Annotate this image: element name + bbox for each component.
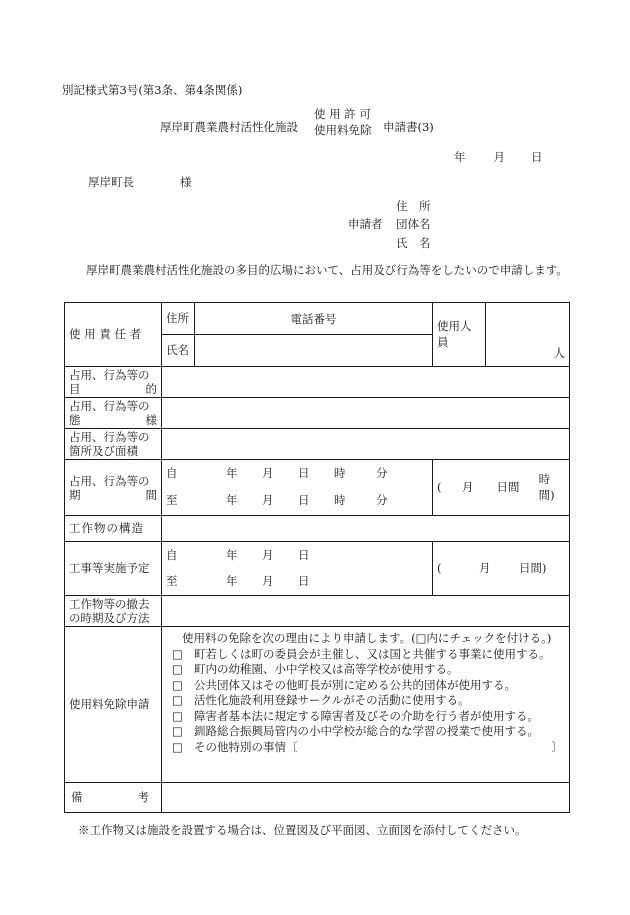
- users-unit: 人: [553, 346, 565, 361]
- intro-text: 厚岸町農業農村活性化施設の多目的広場において、占用及び行為等をしたいので申請します。: [86, 263, 568, 277]
- exemption-intro: 使用料の免除を次の理由により申請します。(□内にチェックを付ける。): [182, 631, 552, 645]
- applicant-group-label: 団体名: [396, 217, 431, 231]
- attachment-footnote: ※工作物又は施設を設置する場合は、位置図及び平面図、立面図を添付してください。: [78, 823, 527, 837]
- place-area-label: 占用、行為等の 箇所及び面積: [65, 429, 162, 460]
- users-count-label: 使用人員: [433, 303, 486, 367]
- construction-dates-field[interactable]: 自 年 月 日 至 年 月 日: [162, 542, 433, 596]
- address-label: 住所: [162, 303, 195, 335]
- exemption-reason-6[interactable]: □ 釧路総合振興局管内の小中学校が総合的な学習の授業で使用する。: [172, 724, 539, 738]
- checkbox-icon: □: [172, 693, 183, 707]
- checkbox-icon: □: [172, 677, 183, 692]
- period-label: 占用、行為等の 期 間: [65, 460, 162, 516]
- exemption-reason-5[interactable]: □ 障害者基本法に規定する障害者及びその介助を行う者が使用する。: [172, 708, 539, 723]
- permit-type-use: 使 用 許 可: [314, 107, 371, 121]
- purpose-field[interactable]: [162, 367, 570, 398]
- application-form-table: [64, 302, 570, 813]
- checkbox-icon: □: [172, 724, 183, 738]
- construction-label: 工事等実施予定: [65, 542, 162, 596]
- remarks-field[interactable]: [162, 783, 570, 813]
- permit-type-stack: [314, 106, 372, 138]
- exemption-reasons: [162, 627, 570, 783]
- exemption-reason-1[interactable]: □ 町若しくは町の委員会が主催し、又は国と共催する事業に使用する。: [172, 646, 551, 661]
- mode-field[interactable]: [162, 398, 570, 429]
- remarks-label: 備 考: [65, 783, 162, 813]
- name-field[interactable]: [195, 335, 433, 367]
- name-label: 氏名: [162, 335, 195, 367]
- users-count-field[interactable]: [486, 303, 570, 367]
- structure-field[interactable]: [162, 516, 570, 542]
- date-month: 月: [493, 150, 505, 164]
- title-suffix: 申請書(3): [383, 120, 434, 134]
- applicant-address-label: 住 所: [396, 199, 431, 213]
- date-day: 日: [531, 150, 543, 164]
- exemption-reason-3[interactable]: □ 公共団体又はその他町長が別に定める公共的団体が使用する。: [172, 677, 516, 692]
- mode-label: 占用、行為等の 態 様: [65, 398, 162, 429]
- honorific: 様: [180, 175, 192, 189]
- purpose-label: 占用、行為等の 目 的: [65, 367, 162, 398]
- removal-field[interactable]: [162, 596, 570, 627]
- exemption-reason-2[interactable]: □ 町内の幼稚園、小中学校又は高等学校が使用する。: [172, 662, 459, 676]
- date-year: 年: [454, 150, 466, 164]
- exemption-label: 使用料免除申請: [65, 627, 162, 783]
- place-area-field[interactable]: [162, 429, 570, 460]
- exemption-reason-4[interactable]: □ 活性化施設利用登録サークルがその活動に使用する。: [172, 693, 470, 707]
- checkbox-icon: □: [172, 708, 183, 723]
- applicant-label: 申請者: [348, 217, 383, 231]
- removal-label: 工作物等の撤去 の時期及び方法: [65, 596, 162, 627]
- exemption-reason-other[interactable]: □ その他特別の事情〔 〕: [172, 739, 563, 754]
- checkbox-icon: □: [172, 646, 183, 661]
- address-phone-field[interactable]: [195, 303, 433, 335]
- structure-label: 工作物の構造: [65, 516, 162, 542]
- permit-type-exemption: 使用料免除: [314, 123, 372, 137]
- phone-label: 電話番号: [290, 312, 337, 326]
- form-number: 別記様式第3号(第3条、第4条関係): [62, 83, 243, 97]
- addressee: 厚岸町長: [88, 175, 134, 189]
- title-facility: 厚岸町農業農村活性化施設: [160, 120, 298, 134]
- checkbox-icon: □: [172, 662, 183, 676]
- checkbox-icon: □: [172, 739, 183, 754]
- applicant-name-label: 氏 名: [396, 236, 431, 250]
- period-dates-field[interactable]: 自 年 月 日 時 分 至 年 月 日 時 分: [162, 460, 433, 516]
- responsible-person-label: 使 用 責 任 者: [65, 303, 162, 367]
- construction-duration-field[interactable]: ( 月 日間): [433, 542, 570, 596]
- period-duration-field[interactable]: ( 月 日間 時間): [433, 460, 570, 516]
- application-date[interactable]: [454, 150, 543, 166]
